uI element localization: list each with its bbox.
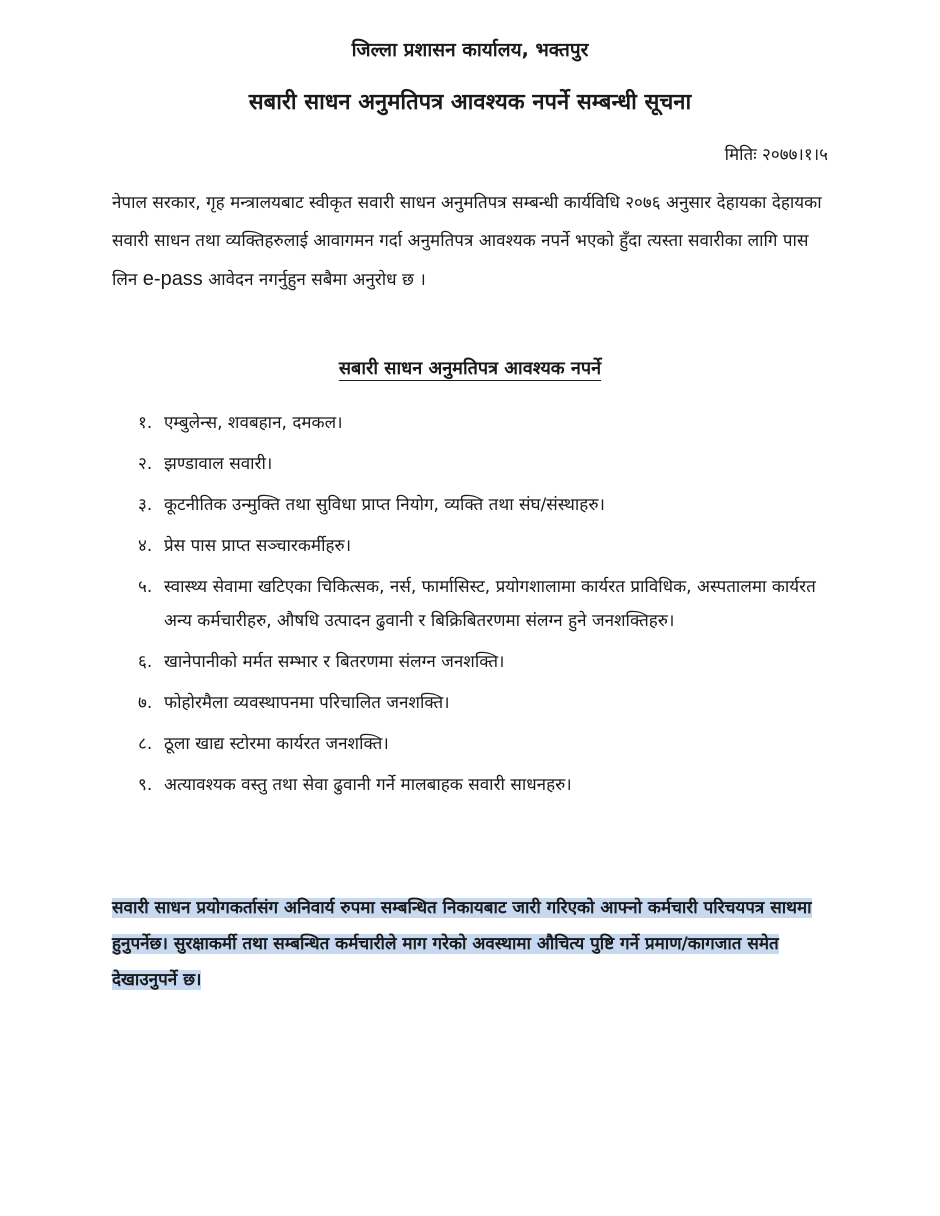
notice-title: सबारी साधन अनुमतिपत्र आवश्यक नपर्ने सम्बन्धी सूचना: [248, 90, 692, 115]
list-item: [138, 406, 818, 440]
list-item-number: १.: [138, 413, 153, 433]
highlighted-note: [112, 890, 832, 998]
list-item-number: ९.: [138, 775, 153, 795]
list-item-number: ८.: [138, 734, 153, 754]
exemption-list: [138, 406, 818, 809]
list-item-number: ४.: [138, 536, 153, 556]
list-item-text: प्रेस पास प्राप्त सञ्चारकर्मीहरु।: [164, 536, 352, 556]
highlighted-note-text: सवारी साधन प्रयोगकर्तासंग अनिवार्य रुपमा सम्बन्धित निकायबाट जारी गरिएको आफ्नो कर्मचारी परिचयपत्र साथमा हुनुपर्नेछ। सुरक्षाकर्मी तथा सम्बन्धित कर्मचारीले माग गरेको अवस्थामा औचित्य पुष्टि गर्ने प्रमाण/कागजात समेत देखाउनुपर्ने छ।: [112, 898, 812, 990]
list-item: [138, 768, 818, 802]
list-item-text: अत्यावश्यक वस्तु तथा सेवा ढुवानी गर्ने मालबाहक सवारी साधनहरु।: [164, 775, 572, 795]
list-item: [138, 686, 818, 720]
list-item-text: कूटनीतिक उन्मुक्ति तथा सुविधा प्राप्त नियोग, व्यक्ति तथा संघ/संस्थाहरु।: [164, 495, 605, 515]
epass-term: e-pass: [142, 268, 203, 290]
list-item: [138, 529, 818, 563]
list-item-number: २.: [138, 454, 153, 474]
list-item: [138, 570, 818, 638]
intro-paragraph: [112, 184, 832, 299]
notice-date: मितिः २०७७।१।५: [724, 145, 828, 165]
office-name: जिल्ला प्रशासन कार्यालय, भक्तपुर: [351, 39, 589, 61]
list-heading-text: सबारी साधन अनुमतिपत्र आवश्यक नपर्ने: [338, 358, 602, 379]
list-item-text: खानेपानीको मर्मत सम्भार र बितरणमा संलग्न जनशक्ति।: [164, 652, 505, 672]
list-item-text: स्वास्थ्य सेवामा खटिएका चिकित्सक, नर्स, फार्मासिस्ट, प्रयोगशालामा कार्यरत प्राविधिक, अस्पतालमा कार्यरत अन्य कर्मचारीहरु, औषधि उत्पादन ढुवानी र बिक्रिबितरणमा संलग्न हुने जनशक्तिहरु।: [164, 577, 816, 631]
list-item-number: ७.: [138, 693, 153, 713]
list-heading: [0, 356, 940, 380]
list-item-text: एम्बुलेन्स, शवबहान, दमकल।: [164, 413, 343, 433]
list-item-number: ६.: [138, 652, 153, 672]
list-item: [138, 488, 818, 522]
list-item-number: ५.: [138, 577, 153, 597]
list-item-text: झण्डावाल सवारी।: [164, 454, 273, 474]
list-item-number: ३.: [138, 495, 153, 515]
list-item: [138, 727, 818, 761]
list-item-text: ठूला खाद्य स्टोरमा कार्यरत जनशक्ति।: [164, 734, 389, 754]
intro-text-part1: नेपाल सरकार, गृह मन्त्रालयबाट स्वीकृत सवारी साधन अनुमतिपत्र सम्बन्धी कार्यविधि २०७६ अनुसार देहायका देहायका सवारी साधन तथा व्यक्तिहरुलाई आवागमन गर्दा अनुमतिपत्र आवश्यक नपर्ने भएको हुँदा त्यस्ता सवारीका लागि पास लिन: [112, 193, 822, 290]
list-item: [138, 447, 818, 481]
list-item: [138, 645, 818, 679]
intro-text-part2: आवेदन नगर्नुहुन सबैमा अनुरोध छ ।: [202, 270, 426, 290]
list-item-text: फोहोरमैला व्यवस्थापनमा परिचालित जनशक्ति।: [164, 693, 450, 713]
